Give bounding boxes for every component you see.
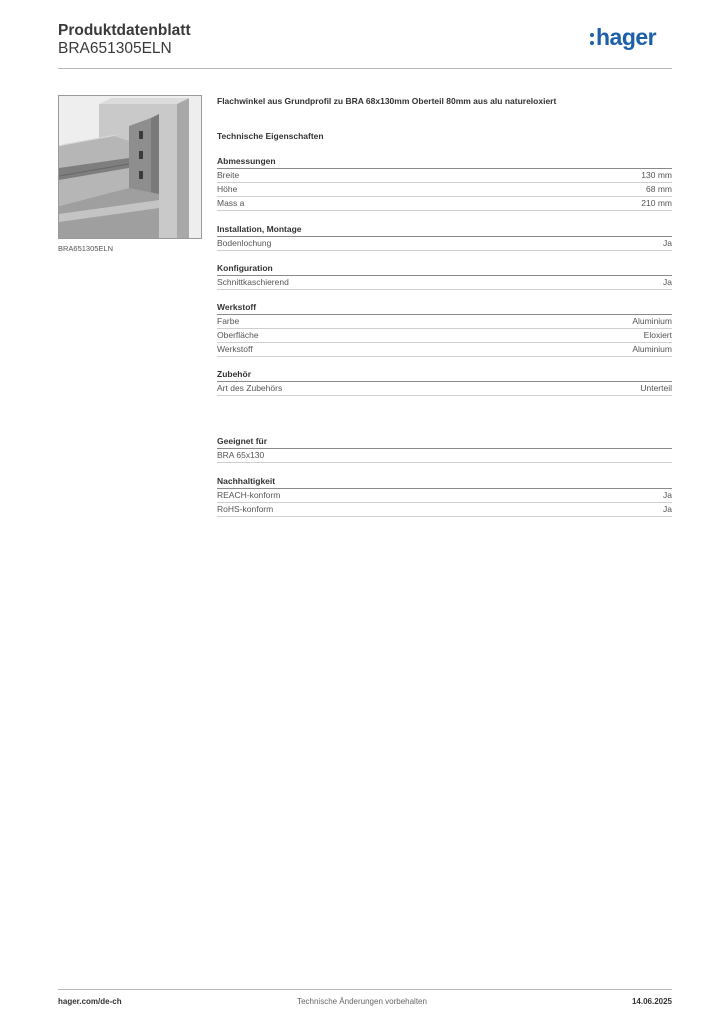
row-label: BRA 65x130 <box>217 450 265 460</box>
table-row <box>217 329 672 343</box>
row-label: Höhe <box>217 184 238 194</box>
section-title: Nachhaltigkeit <box>217 475 672 489</box>
table-row <box>217 169 672 183</box>
row-label: Breite <box>217 170 240 180</box>
product-number: BRA651305ELN <box>58 40 172 57</box>
table-row <box>217 503 672 517</box>
section-title: Konfiguration <box>217 262 672 276</box>
row-value: Aluminium <box>632 344 672 354</box>
logo-text: hager <box>596 24 657 50</box>
row-label: REACH-konform <box>217 490 281 500</box>
table-row <box>217 276 672 290</box>
table-row <box>217 183 672 197</box>
table-row <box>217 237 672 251</box>
product-description: Flachwinkel aus Grundprofil zu BRA 68x130mm Oberteil 80mm aus alu natureloxiert <box>217 96 557 106</box>
row-label: Schnittkaschierend <box>217 277 289 287</box>
row-value: 210 mm <box>641 198 672 208</box>
section-werkstoff <box>217 301 672 357</box>
section-title: Werkstoff <box>217 301 672 315</box>
page-title: Produktdatenblatt <box>58 22 191 39</box>
section-installation <box>217 223 672 251</box>
section-nachhaltigkeit <box>217 475 672 517</box>
row-value: 68 mm <box>646 184 672 194</box>
row-value: Unterteil <box>640 383 672 393</box>
footer-note: Technische Änderungen vorbehalten <box>297 997 427 1006</box>
image-caption: BRA651305ELN <box>58 244 114 253</box>
section-zubehoer <box>217 368 672 396</box>
row-label: Farbe <box>217 316 240 326</box>
row-value: Ja <box>663 490 672 500</box>
row-label: Mass a <box>217 198 245 208</box>
footer-date: 14.06.2025 <box>631 997 672 1006</box>
header-divider <box>58 68 672 69</box>
table-row <box>217 197 672 211</box>
table-row <box>217 315 672 329</box>
footer-website-link[interactable]: hager.com/de-ch <box>58 997 122 1006</box>
row-label: Art des Zubehörs <box>217 383 283 393</box>
row-label: RoHS-konform <box>217 504 274 514</box>
row-value: Eloxiert <box>643 330 672 340</box>
row-label: Werkstoff <box>217 344 253 354</box>
section-title: Abmessungen <box>217 155 672 169</box>
row-value: 130 mm <box>641 170 672 180</box>
row-label: Oberfläche <box>217 330 259 340</box>
product-angle-icon <box>58 95 202 239</box>
table-row <box>217 343 672 357</box>
table-row <box>217 449 672 463</box>
footer-divider <box>58 989 672 990</box>
section-geeignet-fuer <box>217 435 672 463</box>
row-value: Ja <box>663 238 672 248</box>
row-value: Ja <box>663 277 672 287</box>
section-abmessungen <box>217 155 672 211</box>
logo-dots-icon <box>590 33 595 49</box>
row-value: Ja <box>663 504 672 514</box>
tech-properties-title: Technische Eigenschaften <box>217 131 324 141</box>
table-row <box>217 382 672 396</box>
row-label: Bodenlochung <box>217 238 272 248</box>
section-title: Geeignet für <box>217 435 672 449</box>
section-title: Installation, Montage <box>217 223 672 237</box>
section-title: Zubehör <box>217 368 672 382</box>
table-row <box>217 489 672 503</box>
row-value: Aluminium <box>632 316 672 326</box>
section-konfiguration <box>217 262 672 290</box>
